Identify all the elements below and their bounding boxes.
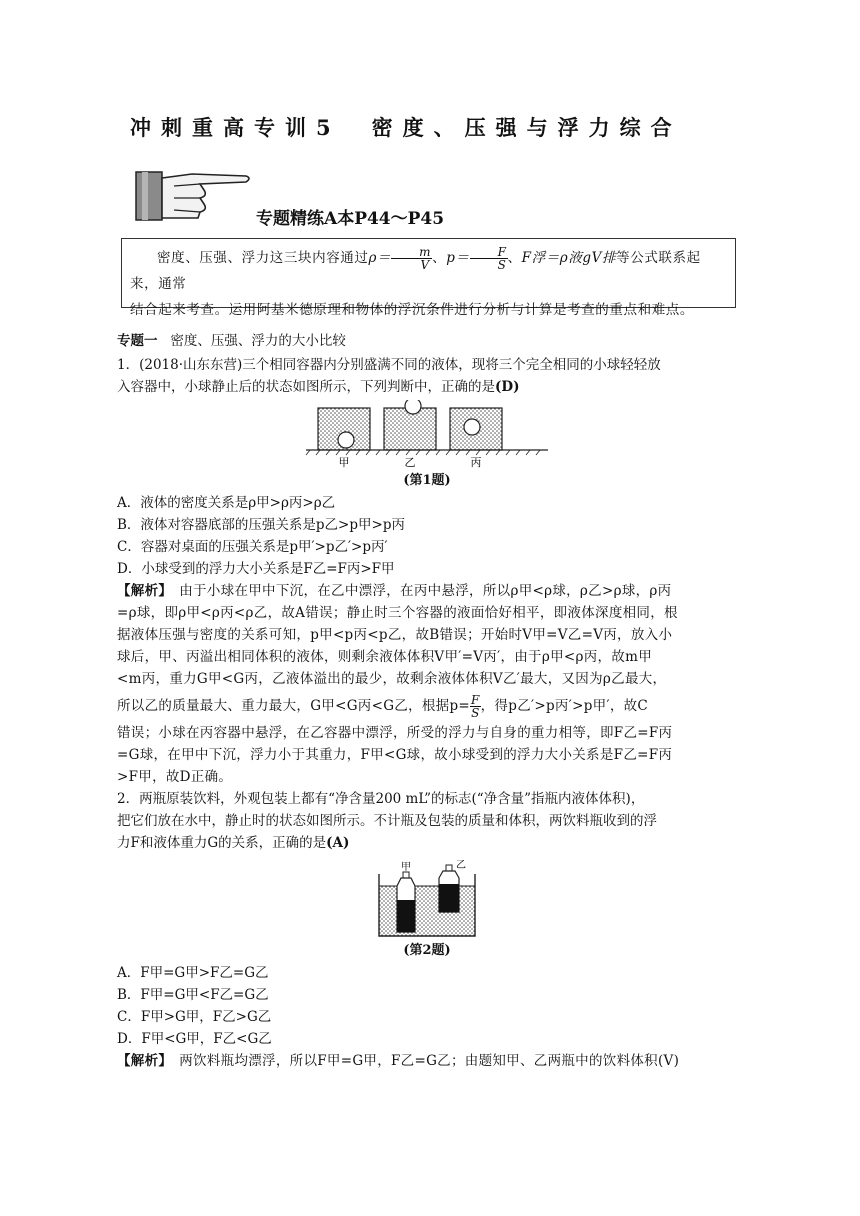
q1-caption: (第1题) bbox=[403, 473, 451, 488]
ball-yi bbox=[405, 400, 421, 414]
intro-box: 密度、压强、浮力这三块内容通过ρ＝ $\frac{m}{V}$ 、p＝ $\frac{F}{S}$ 、F浮＝ρ液gV排等公式联系起来，通常 结合起来考查。运用阿基米德原理和物体的浮沉条件进行分析与计算是考查的重点和难点。 bbox=[121, 238, 736, 308]
q1-option-d: D．小球受到的浮力大小关系是F乙=F丙>F甲 bbox=[117, 561, 395, 577]
table-hatch bbox=[306, 450, 540, 455]
q2-answer: (A) bbox=[326, 835, 350, 851]
q2-option-b: B．F甲=G甲<F乙=G乙 bbox=[117, 987, 269, 1003]
q1-answer: (D) bbox=[495, 379, 520, 395]
pressure-formula: p＝ bbox=[446, 250, 470, 266]
bottle-yi bbox=[439, 865, 459, 912]
q1-option-b: B．液体对容器底部的压强关系是p乙>p甲>p丙 bbox=[117, 517, 405, 533]
main-content bbox=[117, 330, 737, 1072]
q1-stem-2: 入容器中，小球静止后的状态如图所示，下列判断中，正确的是(D) bbox=[117, 379, 520, 395]
pointing-hand-icon bbox=[134, 166, 254, 224]
q2-stem: 2．两瓶原装饮料，外观包装上都有“净含量200 mL”的标志(“净含量”指瓶内液体体积)， bbox=[117, 791, 645, 807]
density-formula: ρ＝ bbox=[368, 250, 392, 266]
buoyancy-formula: F浮＝ρ液gV排 bbox=[521, 250, 617, 266]
intro-text-line2: 结合起来考查。运用阿基米德原理和物体的浮沉条件进行分析与计算是考查的重点和难点。 bbox=[130, 302, 694, 318]
q2-stem-2: 把它们放在水中，静止时的状态如图所示。不计瓶及包装的质量和体积，两饮料瓶收到的浮 bbox=[117, 813, 657, 829]
water bbox=[379, 886, 475, 936]
q1-option-c: C．容器对桌面的压强关系是p甲′>p乙′>p丙′ bbox=[117, 539, 388, 555]
q1-stem: 1．(2018·山东东营)三个相同容器内分别盛满不同的液体，现将三个完全相同的小球轻轻放 bbox=[117, 357, 661, 373]
q2-option-d: D．F甲<G甲，F乙<G乙 bbox=[117, 1031, 272, 1047]
q2-stem-3: 力F和液体重力G的关系，正确的是(A) bbox=[117, 835, 350, 851]
container-yi bbox=[384, 408, 436, 450]
bottle-jia bbox=[397, 872, 415, 932]
label-jia: 甲 bbox=[338, 456, 350, 469]
subtitle: 专题精练A本P44～P45 bbox=[256, 209, 445, 229]
q2-option-c: C．F甲>G甲，F乙>G乙 bbox=[117, 1009, 272, 1025]
q2-figure bbox=[367, 860, 487, 940]
section-heading: 专题一 密度、压强、浮力的大小比较 bbox=[117, 333, 346, 349]
label-yi-2: 乙 bbox=[456, 860, 466, 871]
q1-analysis: 【解析】 由于小球在甲中下沉，在乙中漂浮，在丙中悬浮，所以ρ甲<ρ球，ρ乙>ρ球，ρ丙 =ρ球，即ρ甲<ρ丙<ρ乙，故A错误；静止时三个容器的液面恰好相平，即液体深度相同，根 据液体压强与密度的关系可知，p甲<p丙<p乙，故B错误；开始时V甲=V乙=V丙，放入小 球后，甲、丙溢出相同体积的液体，则剩余液体体积V甲′=V丙′，由于ρ甲<ρ丙，故m甲 <m丙，重力G甲<G丙，乙液体溢出的最少，故剩余液体体积V乙′最大，又因为ρ乙最大， 所以乙的质量最大、重力最大，G甲<G丙<G乙，根据p= $\frac{F}{S}$ ，得p乙′>p丙′>p甲′，故C 错误；小球在丙容器中悬浮，在乙容器中漂浮，所受的浮力与自身的重力相等，即F乙=F丙 =G球，在甲中下沉，浮力小于其重力，F甲<G球，故小球受到的浮力大小关系是F乙=F丙 >F甲，故D正确。 bbox=[117, 583, 678, 785]
ball-bing bbox=[464, 419, 480, 435]
intro-text: 密度、压强、浮力这三块内容通过 bbox=[157, 250, 369, 266]
pressure-fraction-inline: $\frac{F}{S}$ bbox=[471, 693, 480, 720]
density-fraction: $\frac{m}{V}$ bbox=[391, 246, 432, 271]
q1-figure bbox=[302, 400, 552, 470]
ball-jia bbox=[338, 432, 354, 448]
label-yi: 乙 bbox=[404, 456, 416, 469]
q1-option-a: A．液体的密度关系是ρ甲>ρ丙>ρ乙 bbox=[117, 495, 336, 511]
q2-analysis: 【解析】 两饮料瓶均漂浮，所以F甲=G甲，F乙=G乙；由题知甲、乙两瓶中的饮料体积(V) bbox=[117, 1053, 680, 1069]
page-title: 冲刺重高专训5 密度、压强与浮力综合 bbox=[130, 115, 682, 140]
analysis-tag: 【解析】 bbox=[117, 583, 166, 599]
q2-caption: (第2题) bbox=[403, 943, 451, 958]
label-bing: 丙 bbox=[470, 456, 482, 469]
label-jia-2: 甲 bbox=[401, 862, 411, 873]
pressure-fraction: $\frac{F}{S}$ bbox=[470, 246, 508, 271]
q2-option-a: A．F甲=G甲>F乙=G乙 bbox=[117, 965, 269, 981]
